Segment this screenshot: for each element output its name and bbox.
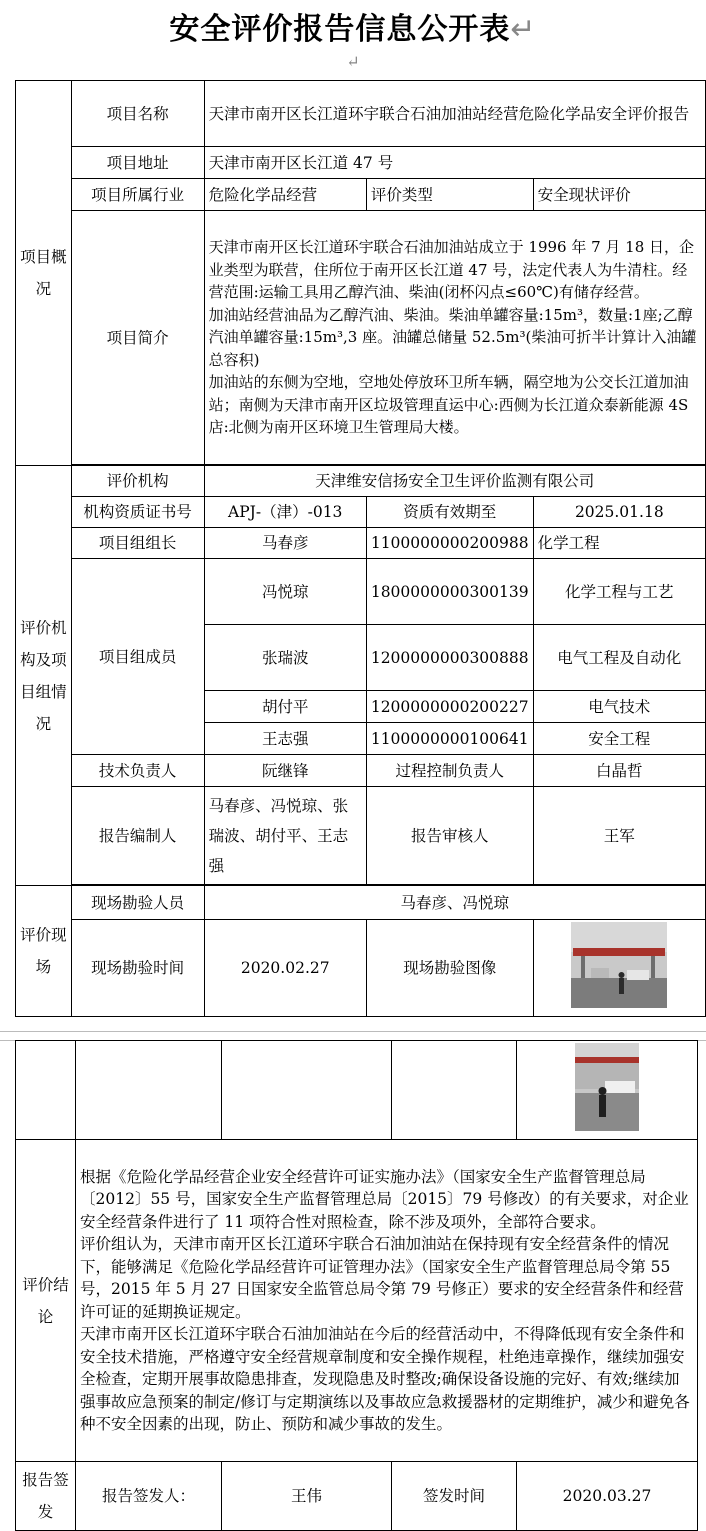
site-staff-label: 现场勘验人员 xyxy=(71,886,204,920)
project-name-value: 天津市南开区长江道环宇联合石油加油站经营危险化学品安全评价报告 xyxy=(204,81,705,147)
member-field: 安全工程 xyxy=(533,723,705,755)
intro-text xyxy=(204,211,705,465)
site-survey-photo-2 xyxy=(575,1043,639,1131)
leader-label: 项目组组长 xyxy=(71,528,204,559)
member-name: 张瑞波 xyxy=(204,625,366,691)
members-label: 项目组成员 xyxy=(71,559,204,755)
site-photo-cell xyxy=(533,920,705,1017)
conclusion-paragraph: 根据《危险化学品经营企业安全经营许可证实施办法》（国家安全生产监督管理总局〔2012〕55 号，国家安全生产监督管理总局〔2015〕79 号修改）的有关要求，对企业安全经营条件进行了 11 项符合性对照检查，除不涉及项外，全部符合要求。 xyxy=(80,1167,689,1231)
continued-empty-cell xyxy=(222,1041,392,1140)
site-image-label: 现场勘验图像 xyxy=(366,920,533,1017)
site-photo-cell-continued xyxy=(517,1041,698,1140)
conclusion-paragraph: 天津市南开区长江道环宇联合石油加油站在今后的经营活动中，不得降低现有安全条件和安全技术措施，严格遵守安全经营规章制度和安全操作规程，杜绝违章操作，继续加强安全检查，定期开展事故隐患排查，发现隐患及时整改;确保设备设施的完好、有效;继续加强事故应急预案的制定/修订与定期演练以及事故应急救援器材的定期维护，减少和避免各种不安全因素的出现，防止、预防和减少事故的发生。 xyxy=(80,1325,690,1433)
process-lead-value: 白晶哲 xyxy=(533,755,705,787)
sign-date-value: 2020.03.27 xyxy=(517,1462,698,1531)
sign-date-label: 签发时间 xyxy=(392,1462,517,1531)
member-id: 1800000000300139 xyxy=(366,559,533,625)
page-title: 安全评价报告信息公开表↵ xyxy=(169,12,537,47)
site-time-value: 2020.02.27 xyxy=(204,920,366,1017)
leader-field: 化学工程 xyxy=(533,528,705,559)
project-name-label: 项目名称 xyxy=(71,81,204,147)
intro-paragraph: 加油站经营油品为乙醇汽油、柴油。柴油单罐容量:15m³，数量:1座;乙醇汽油单罐容量:15m³,3 座。油罐总储量 52.5m³(柴油可折半计算计入油罐总容积) xyxy=(208,305,697,369)
intro-label: 项目简介 xyxy=(71,211,204,465)
member-name: 胡付平 xyxy=(204,691,366,723)
cert-value: APJ-（津）-013 xyxy=(204,497,366,528)
continued-empty-cell xyxy=(16,1041,76,1140)
project-address-value: 天津市南开区长江道 47 号 xyxy=(204,147,705,179)
compiler-value: 马春彦、冯悦琼、张瑞波、胡付平、王志强 xyxy=(204,787,366,885)
eval-type-label: 评价类型 xyxy=(366,179,533,211)
project-address-label: 项目地址 xyxy=(71,147,204,179)
member-field: 化学工程与工艺 xyxy=(533,559,705,625)
intro-paragraph: 加油站的东侧为空地，空地处停放环卫所车辆，隔空地为公交长江道加油站；南侧为天津市南开区垃圾管理直运中心:西侧为长江道众泰新能源 4S 店:北侧为南开区环境卫生管理局大楼。 xyxy=(208,373,689,437)
agency-label: 评价机构 xyxy=(71,466,204,497)
cert-label: 机构资质证书号 xyxy=(71,497,204,528)
industry-label: 项目所属行业 xyxy=(71,179,204,211)
tech-lead-value: 阮继锋 xyxy=(204,755,366,787)
info-table-page1 xyxy=(15,80,706,1017)
validity-value: 2025.01.18 xyxy=(533,497,705,528)
conclusion-text xyxy=(76,1140,698,1462)
industry-value: 危险化学品经营 xyxy=(204,179,366,211)
agency-value: 天津维安信扬安全卫生评价监测有限公司 xyxy=(204,466,705,497)
org-section-label: 评价机构及项目组情况 xyxy=(16,466,72,886)
reviewer-label: 报告审核人 xyxy=(366,787,533,885)
continued-empty-cell xyxy=(392,1041,517,1140)
reviewer-value: 王军 xyxy=(533,787,705,885)
member-id: 1200000000300888 xyxy=(366,625,533,691)
member-name: 冯悦琼 xyxy=(204,559,366,625)
leader-id: 1100000000200988 xyxy=(366,528,533,559)
eval-type-value: 安全现状评价 xyxy=(533,179,705,211)
member-field: 电气工程及自动化 xyxy=(533,625,705,691)
continued-empty-cell xyxy=(76,1041,222,1140)
validity-label: 资质有效期至 xyxy=(366,497,533,528)
member-name: 王志强 xyxy=(204,723,366,755)
member-id: 1200000000200227 xyxy=(366,691,533,723)
overview-section-label: 项目概况 xyxy=(16,81,72,466)
process-lead-label: 过程控制负责人 xyxy=(366,755,533,787)
member-id: 1100000000100641 xyxy=(366,723,533,755)
sign-section-label: 报告签发 xyxy=(16,1462,76,1531)
tech-lead-label: 技术负责人 xyxy=(71,755,204,787)
conclusion-paragraph: 评价组认为，天津市南开区长江道环宇联合石油加油站在保持现有安全经营条件的情况下，能够满足《危险化学品经营许可证管理办法》（国家安全生产监督管理总局令第 55 号，2015 年 5 月 27 日国家安全监管总局令第 79 号修正）要求的安全经营条件和经营许可证的延期换证规定。 xyxy=(80,1235,684,1321)
empty-paragraph-mark: ↵ xyxy=(346,52,360,71)
intro-paragraph: 天津市南开区长江道环宇联合石油加油站成立于 1996 年 7 月 18 日，企业类型为联营，住所位于南开区长江道 47 号，法定代表人为牛清柱。经营范围:运输工具用乙醇汽油、柴油(闭杯闪点≤60℃)有储存经营。 xyxy=(208,238,695,302)
compiler-label: 报告编制人 xyxy=(71,787,204,885)
site-time-label: 现场勘验时间 xyxy=(71,920,204,1017)
site-survey-photo xyxy=(571,922,667,1008)
leader-name: 马春彦 xyxy=(204,528,366,559)
conclusion-section-label: 评价结论 xyxy=(16,1140,76,1462)
signer-label: 报告签发人： xyxy=(76,1462,222,1531)
signer-value: 王伟 xyxy=(222,1462,392,1531)
info-table-page2 xyxy=(15,1040,698,1531)
site-staff-value: 马春彦、冯悦琼 xyxy=(204,886,705,920)
member-field: 电气技术 xyxy=(533,691,705,723)
site-section-label: 评价现场 xyxy=(16,886,72,1017)
